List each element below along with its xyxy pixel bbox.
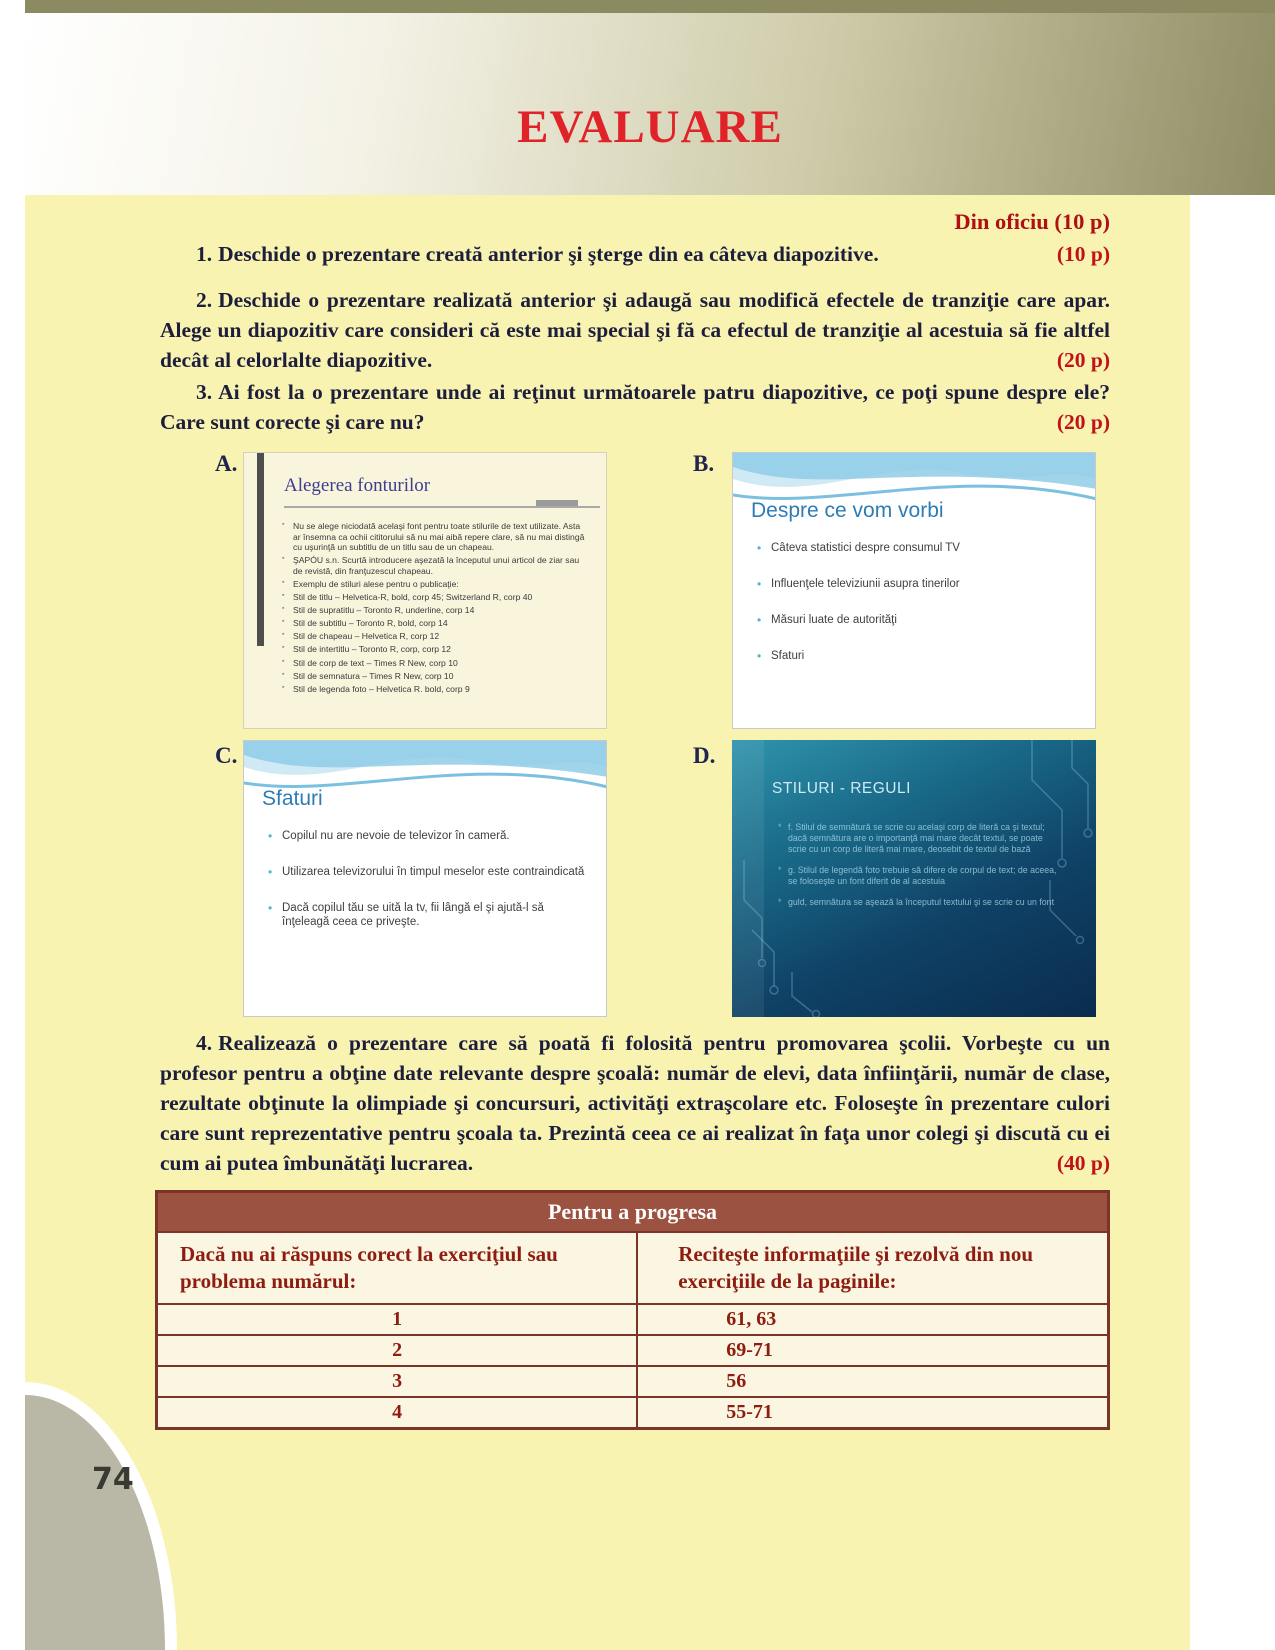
bullet-text: Stil de corp de text – Times R New, corp 10 xyxy=(293,657,458,668)
dot-bullet-icon: • xyxy=(268,829,273,843)
pages-cell: 55-71 xyxy=(726,1401,773,1423)
bullet-text: Măsuri luate de autorităţi xyxy=(771,614,897,626)
exercise-2-points: (20 p) xyxy=(1056,348,1110,372)
slide-b-bullet xyxy=(757,577,1079,591)
bullet-text: guld, semnătura se aşează la începutul textului şi se scrie cu un font xyxy=(788,897,1055,907)
asterisk-bullet-icon: * xyxy=(778,865,782,875)
bullet-text: Utilizarea televizorului în timpul meselor este contraindicată xyxy=(282,866,585,878)
square-bullet-icon: ▪ xyxy=(282,618,285,626)
exercise-number-cell: 4 xyxy=(158,1398,638,1427)
slide-c-title: Sfaturi xyxy=(262,787,323,810)
dot-bullet-icon: • xyxy=(757,649,762,663)
exercise-1-points: (10 p) xyxy=(1056,242,1110,266)
content-area xyxy=(25,195,1190,1650)
bullet-text: Stil de titlu – Helvetica-R, bold, corp 45; Switzerland R, corp 40 xyxy=(293,592,533,603)
page-number: 74 xyxy=(92,1462,134,1497)
exercise-4-points: (40 p) xyxy=(1056,1151,1110,1175)
dot-bullet-icon: • xyxy=(757,613,762,627)
square-bullet-icon: ▪ xyxy=(282,578,285,586)
square-bullet-icon: ▪ xyxy=(282,644,285,652)
slide-label-d: D. xyxy=(693,743,716,768)
bullet-text: Stil de semnatura – Times R New, corp 10 xyxy=(293,670,454,681)
exercise-1-number: 1. xyxy=(196,242,213,266)
slide-a-bullet xyxy=(282,671,586,682)
slide-a-bullet xyxy=(282,618,586,629)
exercise-3-text: Ai fost la o prezentare unde ai reţinut următoarele patru diapozitive, ce poţi spune despre ele? Care sunt corecte şi care nu? xyxy=(160,380,1110,434)
slide-a-bullet xyxy=(282,555,586,576)
square-bullet-icon: ▪ xyxy=(282,657,285,665)
slide-d-bullet xyxy=(778,822,1060,855)
slide-d-bullet-list xyxy=(778,822,1060,918)
square-bullet-icon: ▪ xyxy=(282,605,285,613)
exercise-2-number: 2. xyxy=(196,288,213,312)
bullet-text: Sfaturi xyxy=(771,650,805,662)
asterisk-bullet-icon: * xyxy=(778,822,782,832)
bullet-text: g. Stilul de legendă foto trebuie să difere de corpul de text; de aceea, se foloseşte un font diferit de al acestuia xyxy=(788,865,1057,886)
slide-c-bullet xyxy=(268,901,590,929)
slide-b-bullet xyxy=(757,613,1079,627)
pages-cell: 56 xyxy=(726,1370,747,1392)
square-bullet-icon: ▪ xyxy=(282,670,285,678)
header-band xyxy=(25,0,1275,195)
exercise-number-cell: 1 xyxy=(158,1305,638,1334)
slide-b-bullet xyxy=(757,649,1079,663)
exercise-4-text: Realizează o prezentare care să poată fi folosită pentru promovarea şcolii. Vorbeşte cu un profesor pentru a obţine date relevante despre şcoală: număr de elevi, data înfiinţării, număr de clase, rezultate obţinute la olimpiade şi concursuri, activităţi extraşcolare etc. Foloseşte în prezentare culori care sunt reprezentative pentru şcoala ta. Prezintă ceea ce ai realizat în faţa unor colegi şi discută cu ei cum ai putea îmbunătăţi lucrarea. xyxy=(160,1031,1110,1175)
square-bullet-icon: ▪ xyxy=(282,683,285,691)
slide-d-title: STILURI - REGULI xyxy=(772,780,911,797)
slide-a-bullet xyxy=(282,631,586,642)
progress-table xyxy=(155,1190,1110,1430)
slide-label-a: A. xyxy=(215,451,238,476)
dot-bullet-icon: • xyxy=(757,577,762,591)
slide-a-bullet xyxy=(282,521,586,553)
progress-table-col1-header: Dacă nu ai răspuns corect la exerciţiul sau problema numărul: xyxy=(158,1233,638,1303)
exercise-1-text: Deschide o prezentare creată anterior şi şterge din ea câteva diapozitive. xyxy=(218,242,879,266)
exercise-number-cell: 3 xyxy=(158,1367,638,1396)
slide-b-bullet xyxy=(757,541,1079,555)
slide-b-thumbnail xyxy=(732,452,1096,729)
dot-bullet-icon: • xyxy=(268,901,273,915)
exercise-2 xyxy=(160,285,1110,375)
bullet-text: Stil de intertitlu – Toronto R, corp, corp 12 xyxy=(293,644,451,655)
page-title: EVALUARE xyxy=(517,101,783,153)
progress-table-title: Pentru a progresa xyxy=(158,1193,1107,1233)
slide-c-bullet xyxy=(268,829,590,843)
exercise-1 xyxy=(160,239,1110,269)
slide-a-bullet-list xyxy=(282,521,586,697)
table-row xyxy=(158,1367,1107,1398)
square-bullet-icon: ▪ xyxy=(282,592,285,600)
progress-table-col2-header: Reciteşte informaţiile şi rezolvă din nou exerciţiile de la paginile: xyxy=(678,1242,1033,1293)
slide-a-bullet xyxy=(282,605,586,616)
exercise-4 xyxy=(160,1028,1110,1178)
slide-b-bullet-list xyxy=(757,541,1079,685)
slide-b-title: Despre ce vom vorbi xyxy=(751,499,944,522)
slide-a-bullet xyxy=(282,644,586,655)
slide-c-bullet xyxy=(268,865,590,879)
bullet-text: Stil de subtitlu – Toronto R, bold, corp 14 xyxy=(293,618,448,629)
bullet-text: Dacă copilul tău se uită la tv, fii lângă el şi ajută-l să înţeleagă ceea ce priveşte. xyxy=(282,902,544,928)
pages-cell: 61, 63 xyxy=(726,1308,777,1330)
progress-table-body xyxy=(158,1305,1107,1427)
bullet-text: Câteva statistici despre consumul TV xyxy=(771,542,960,554)
din-oficiu-label: Din oficiu (10 p) xyxy=(954,209,1110,234)
square-bullet-icon: ▪ xyxy=(282,521,285,528)
bullet-text: Stil de supratitlu – Toronto R, underline, corp 14 xyxy=(293,605,475,616)
exercise-number-cell: 2 xyxy=(158,1336,638,1365)
exercise-3 xyxy=(160,377,1110,437)
table-row xyxy=(158,1336,1107,1367)
slide-d-bullet xyxy=(778,897,1060,908)
slide-a-title-underline xyxy=(284,506,600,508)
dot-bullet-icon: • xyxy=(268,865,273,879)
exercise-3-points: (20 p) xyxy=(1056,410,1110,434)
bullet-text: Influenţele televiziunii asupra tinerilor xyxy=(771,578,960,590)
slide-label-c: C. xyxy=(215,743,238,768)
square-bullet-icon: ▪ xyxy=(282,555,285,563)
bullet-text: Stil de chapeau – Helvetica R, corp 12 xyxy=(293,631,440,642)
square-bullet-icon: ▪ xyxy=(282,631,285,639)
bullet-text: Stil de legenda foto – Helvetica R. bold, corp 9 xyxy=(293,683,470,694)
slide-c-thumbnail xyxy=(243,740,607,1017)
table-row xyxy=(158,1398,1107,1427)
slide-a-bullet xyxy=(282,658,586,669)
table-row xyxy=(158,1305,1107,1336)
slide-label-b: B. xyxy=(693,451,715,476)
slide-d-thumbnail xyxy=(732,740,1096,1017)
exercise-2-text: Deschide o prezentare realizată anterior şi adaugă sau modifică efectele de tranziţie care apar. Alege un diapozitiv care consideri că este mai special şi fă ca efectul de tranziţie al acestuia să fie altfel decât al celorlalte diapozitive. xyxy=(160,288,1110,372)
dot-bullet-icon: • xyxy=(757,541,762,555)
slide-c-bullet-list xyxy=(268,829,590,951)
exercise-3-number: 3. xyxy=(196,380,213,404)
slide-a-side-bar xyxy=(257,453,264,646)
bullet-text: Copilul nu are nevoie de televizor în cameră. xyxy=(282,830,510,842)
bullet-text: Exemplu de stiluri alese pentru o publicaţie: xyxy=(293,578,459,589)
slide-a-thumbnail xyxy=(243,452,607,729)
asterisk-bullet-icon: * xyxy=(778,897,782,907)
bullet-text: Nu se alege niciodată acelaşi font pentru toate stilurile de text utilizate. Asta ar însemna ca ochii cititorului să nu mai aibă repere clare, să nu mai distingă cu uşurinţă un subtitlu de un titlu sau de un chapeau. xyxy=(293,521,585,553)
bullet-text: f. Stilul de semnătură se scrie cu acelaşi corp de literă ca şi textul; dacă semnătura are o importanţă mai mare decât textul, se poate scrie cu un corp de literă mai mare, deosebit de textul de bază xyxy=(788,822,1045,854)
header-top-strip xyxy=(25,0,1275,13)
exercise-4-number: 4. xyxy=(196,1031,213,1055)
slide-a-bullet xyxy=(282,579,586,590)
slide-d-bullet xyxy=(778,865,1060,887)
pages-cell: 69-71 xyxy=(726,1339,773,1361)
slide-a-bullet xyxy=(282,592,586,603)
progress-table-header-row xyxy=(158,1233,1107,1305)
slide-a-bullet xyxy=(282,684,586,695)
slide-a-title: Alegerea fonturilor xyxy=(284,475,431,496)
bullet-text: ŞAPÓU s.n. Scurtă introducere aşezată la începutul unui articol de ziar sau de revistă, din franţuzescul chapeau. xyxy=(293,555,580,576)
